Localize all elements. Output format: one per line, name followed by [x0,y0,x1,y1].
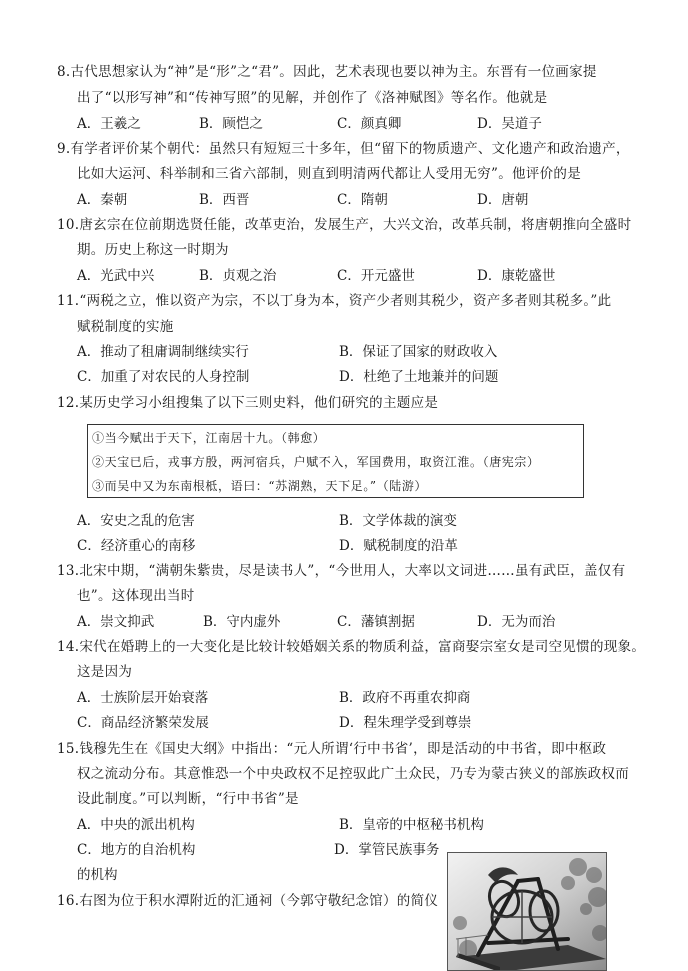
q15-stem-line1: 15.钱穆先生在《国史大纲》中指出：“元人所谓‘行中书省’，即是活动的中书省，即中枢政 [57,741,607,757]
q11-stem-line2: 赋税制度的实施 [77,319,174,335]
q10-option-a: A．光武中兴 [77,268,155,284]
q9-option-d: D．唐朝 [477,192,529,208]
q14-option-a: A．士族阶层开始衰落 [77,690,209,706]
q8-option-b: B．顾恺之 [199,116,263,132]
q9-stem-line1: 9.有学者评价某个朝代：虽然只有短短三十多年，但“留下的物质遗产、文化遗产和政治遗产， [57,141,630,157]
q14-option-d: D．程朱理学受到尊崇 [339,715,472,731]
q9-option-c: C．隋朝 [337,192,388,208]
q15-option-d: D．掌管民族事务 [334,842,440,858]
armillary-sphere-photo [447,852,607,971]
q16-stem-line1: 16.右图为位于积水潭附近的汇通祠（今郭守敬纪念馆）的简仪 [57,893,439,909]
q12-stem-line1: 12.某历史学习小组搜集了以下三则史料，他们研究的主题应是 [57,395,439,411]
q8-stem-line1: 8.古代思想家认为“神”是“形”之“君”。因此，艺术表现也要以神为主。东晋有一位画家提 [57,64,597,80]
q13-option-d: D．无为而治 [477,614,556,630]
source-1: ①当今赋出于天下，江南居十九。（韩愈） [92,431,326,445]
q12-option-b: B．文学体裁的演变 [339,513,457,529]
q10-option-c: C．开元盛世 [337,268,415,284]
q12-option-a: A．安史之乱的危害 [77,513,195,529]
q15-stem-line3: 设此制度。”可以判断，“行中书省”是 [77,791,299,807]
q13-option-b: B．守内虚外 [203,614,281,630]
q15-option-d-continued: 的机构 [77,867,118,883]
q9-option-b: B．西晋 [199,192,250,208]
q11-option-a: A．推动了租庸调制继续实行 [77,344,249,360]
q9-option-a: A．秦朝 [77,192,128,208]
q15-stem-line2: 权之流动分布。其意惟恐一个中央政权不足控驭此广土众民，乃专为蒙古狭义的部族政权而 [77,766,629,782]
q8-stem-line2: 出了“以形写神”和“传神写照”的见解，并创作了《洛神赋图》等名作。他就是 [77,90,548,106]
q12-option-d: D．赋税制度的沿革 [339,538,458,554]
q13-option-a: A．崇文抑武 [77,614,155,630]
q15-option-a: A．中央的派出机构 [77,817,195,833]
source-2: ②天宝已后，戎事方殷，两河宿兵，户赋不入，军国费用，取资江淮。（唐宪宗） [92,455,540,469]
q13-stem-line2: 也”。这体现出当时 [77,588,195,604]
q8-option-a: A．王羲之 [77,116,141,132]
q14-option-c: C．商品经济繁荣发展 [77,715,209,731]
q8-option-d: D．吴道子 [477,116,542,132]
q10-option-d: D．康乾盛世 [477,268,556,284]
q14-stem-line1: 14.宋代在婚聘上的一大变化是比较计较婚姻关系的物质利益，富商娶宗室女是司空见惯的现象。 [57,639,646,655]
q11-option-c: C．加重了对农民的人身控制 [77,369,250,385]
q8-option-c: C．颜真卿 [337,116,402,132]
q11-option-d: D．杜绝了土地兼并的问题 [339,369,499,385]
q15-option-b: B．皇帝的中枢秘书机构 [339,817,484,833]
q13-stem-line1: 13.北宋中期，“满朝朱紫贵，尽是读书人”，“今世用人，大率以文词进……虽有武臣，盖仅有 [57,563,626,579]
q12-option-c: C．经济重心的南移 [77,538,196,554]
q15-option-c: C．地方的自治机构 [77,842,196,858]
armillary-sphere-drawing [448,853,607,971]
q10-option-b: B．贞观之治 [199,268,277,284]
source-quote-box [87,424,584,498]
q10-stem-line2: 期。历史上称这一时期为 [77,242,229,258]
q9-stem-line2: 比如大运河、科举制和三省六部制，则直到明清两代都让人受用无穷”。他评价的是 [77,166,582,182]
q14-stem-line2: 这是因为 [77,664,133,680]
q14-option-b: B．政府不再重农抑商 [339,690,471,706]
q11-option-b: B．保证了国家的财政收入 [339,344,498,360]
source-3: ③而吴中又为东南根柢，语曰：“苏湖熟，天下足。”（陆游） [92,479,428,493]
q11-stem-line1: 11.“两税之立，惟以资产为宗，不以丁身为本，资产少者则其税少，资产多者则其税多。”此 [57,293,612,309]
q10-stem-line1: 10.唐玄宗在位前期选贤任能，改革吏治，发展生产，大兴文治，改革兵制，将唐朝推向全盛时 [57,217,632,233]
q13-option-c: C．藩镇割据 [337,614,415,630]
